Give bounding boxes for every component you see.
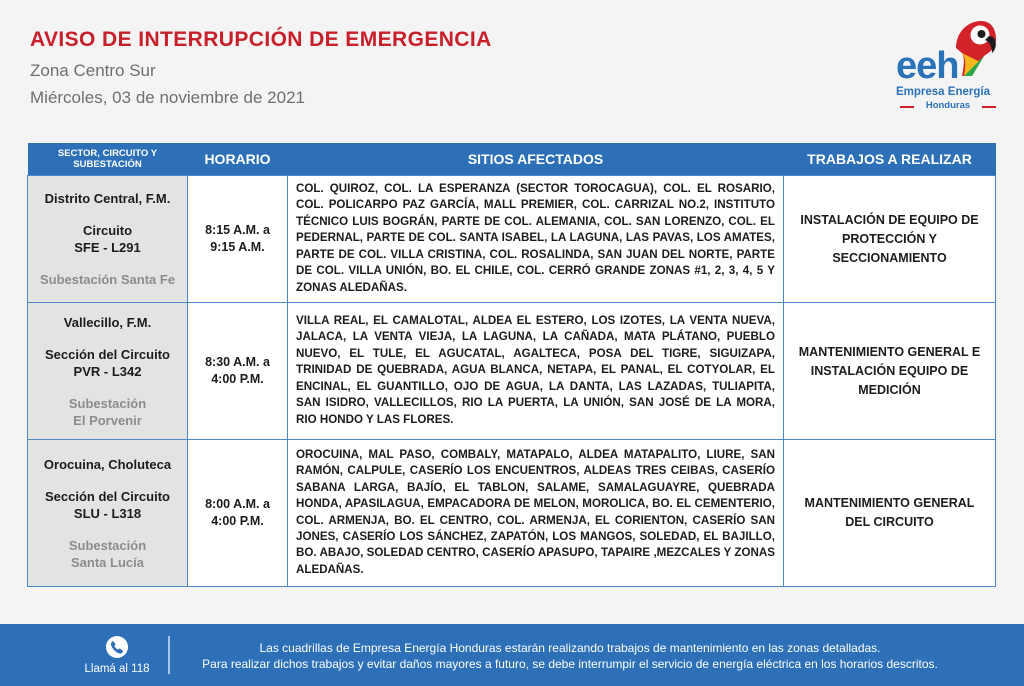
sector-name: Distrito Central, F.M.	[44, 191, 171, 206]
schedule-start: 8:30 A.M. a	[205, 355, 270, 369]
footer-line-1: Las cuadrillas de Empresa Energía Honduras estarán realizando trabajos de mantenimiento en las zonas detalladas.	[259, 641, 881, 655]
schedule-cell	[188, 176, 288, 303]
phone-icon[interactable]	[106, 636, 128, 658]
substation-name: Santa Lucía	[71, 554, 144, 570]
circuit-code: PVR - L342	[73, 363, 142, 379]
logo-rule-right	[982, 106, 996, 108]
circuit-label: Sección del Circuito	[45, 488, 170, 504]
work-description-cell: MANTENIMIENTO GENERAL DEL CIRCUITO	[784, 440, 996, 587]
circuit-code: SLU - L318	[73, 505, 142, 521]
affected-sites-cell: VILLA REAL, EL CAMALOTAL, ALDEA EL ESTERO, LOS IZOTES, LA VENTA NUEVA, JALACA, LA VENTA VIEJA, LA LAGUNA, LA CAÑADA, MATA PLÁTANO, PUEBLO NUEVO, EL TULE, EL AGUCATAL, AGALTECA, POSA DEL TIGRE, SIGUIZAPA, TRINIDAD DE QUEBRADA, AGUA BLANCA, NETAPA, EL PANAL, EL COTYOLAR, EL ENCINAL, EL GUANTILLO, OJO DE AGUA, LA DANTA, LAS LAZADAS, TULIAPITA, SAN ISIDRO, VALLECILLOS, RIO LA PUERTA, LA UNIÓN, SAN JOSÉ DE LA MORA, RIO HONDO Y LAS FLORES.	[288, 303, 784, 440]
logo-wordmark: eeh	[896, 45, 959, 87]
schedule-end: 4:00 P.M.	[211, 372, 264, 386]
column-header-sitios: SITIOS AFECTADOS	[288, 143, 784, 176]
circuit-label: Sección del Circuito	[45, 346, 170, 362]
substation-label: Subestación	[68, 537, 147, 553]
logo-country: Honduras	[925, 100, 971, 111]
schedule-end: 9:15 A.M.	[210, 240, 265, 254]
circuit-code: SFE - L291	[74, 240, 141, 255]
sector-name: Vallecillo, F.M.	[63, 314, 152, 330]
substation-name: El Porvenir	[73, 412, 142, 428]
schedule-start: 8:00 A.M. a	[205, 497, 270, 511]
logo-company-name: Empresa Energía	[896, 86, 990, 98]
column-header-trabajos: TRABAJOS A REALIZAR	[784, 143, 996, 176]
column-header-sector: SECTOR, CIRCUITO Y SUBESTACIÓN	[28, 143, 188, 176]
table-row	[28, 303, 996, 440]
footer-notice	[178, 640, 962, 672]
sector-cell	[28, 440, 188, 587]
work-description-cell: INSTALACIÓN DE EQUIPO DE PROTECCIÓN Y SECCIONAMIENTO	[784, 176, 996, 303]
substation-label: Subestación	[68, 395, 147, 411]
phone-label: Llamá al 118	[84, 663, 150, 675]
header	[30, 28, 492, 109]
table-row	[28, 440, 996, 587]
affected-sites-cell: COL. QUIROZ, COL. LA ESPERANZA (SECTOR TOROCAGUA), COL. EL ROSARIO, COL. POLICARPO PAZ GARCÍA, MALL PREMIER, COL. CARRIZAL NO.2, INSTITUTO TÉCNICO LUIS BOGRÁN, PARTE DE COL. ALEMANIA, COL. SAN LORENZO, COL. EL PEDERNAL, PARTE DE COL. SANTA ISABEL, LA LAGUNA, LAS PAVAS, LOS AMATES, PARTE DE COL. VILLA CRISTINA, COL. ROSALINDA, SAN JUAN DEL NORTE, PARTE DE COL. VILLA UNIÓN, BO. EL CHILE, COL. CERRÓ GRANDE ZONAS #1, 2, 3, 4, 5 Y ZONAS ALEDAÑAS.	[288, 176, 784, 303]
footer-divider	[168, 636, 170, 674]
substation-name: Subestación Santa Fe	[39, 272, 176, 287]
affected-sites-cell: OROCUINA, MAL PASO, COMBALY, MATAPALO, ALDEA MATAPALITO, LIURE, SAN RAMÓN, CALPULE, CASERÍO LOS ENCUENTROS, ALDEAS TRES CEIBAS, CASERÍO SABANA LARGA, BAJÍO, EL TABLON, SALAME, SAMALAGUAYRE, QUEBRADA HONDA, APASILAGUA, EMPACADORA DE MELON, MOROLICA, BO. EL CEMENTERIO, COL. ARMENJA, BO. EL CENTRO, COL. ARMENJA, EL CORIENTON, CASERÍO SAN JONES, CASERÍO LOS SÁNCHEZ, ZAPATÓN, LOS MANGOS, SOLEDAD, EL BAJILLO, BO. ABAJO, SOLEDAD CENTRO, CASERÍO APASUPO, TAPAIRE ,MEZCALES Y ZONAS ALEDAÑAS.	[288, 440, 784, 587]
schedule-cell	[188, 440, 288, 587]
schedule-start: 8:15 A.M. a	[205, 223, 270, 237]
zone-label: Zona Centro Sur	[30, 61, 156, 80]
schedule-end: 4:00 P.M.	[211, 514, 264, 528]
sector-name: Orocuina, Choluteca	[43, 456, 172, 472]
sector-cell	[28, 176, 188, 303]
schedule-cell	[188, 303, 288, 440]
circuit-label: Circuito	[82, 223, 133, 238]
eeh-logo	[892, 18, 1000, 110]
column-header-horario: HORARIO	[188, 143, 288, 176]
table-header-row	[28, 143, 996, 176]
footer-line-2: Para realizar dichos trabajos y evitar daños mayores a futuro, se debe interrumpir el servicio de energía eléctrica en los horarios descritos.	[202, 657, 938, 671]
sector-cell	[28, 303, 188, 440]
footer-bar	[0, 624, 1024, 686]
work-description-cell: MANTENIMIENTO GENERAL E INSTALACIÓN EQUIPO DE MEDICIÓN	[784, 303, 996, 440]
table-row	[28, 176, 996, 303]
date-label: Miércoles, 03 de noviembre de 2021	[30, 88, 305, 107]
outage-table	[27, 143, 996, 587]
page-title: AVISO DE INTERRUPCIÓN DE EMERGENCIA	[30, 28, 492, 51]
